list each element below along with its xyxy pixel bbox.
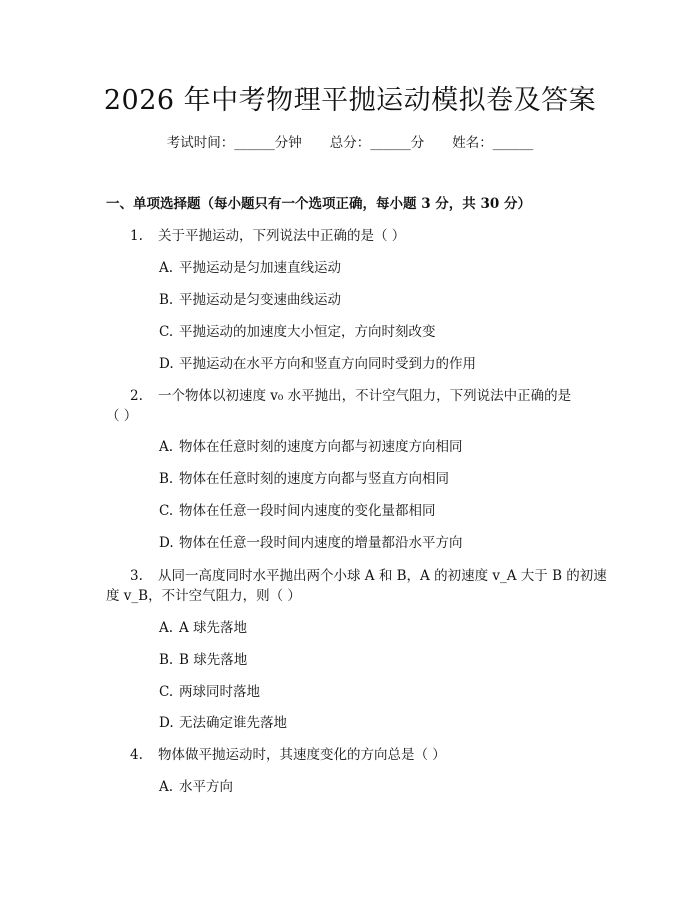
name-label: 姓名： <box>452 135 493 151</box>
question-4 <box>130 743 446 763</box>
question-text: 物体做平抛运动时，其速度变化的方向总是（ ） <box>158 747 446 763</box>
option-letter: A. <box>159 439 174 455</box>
question-number: 1. <box>130 228 143 244</box>
score-label: 总分： <box>329 135 371 151</box>
option-text: 两球同时落地 <box>179 684 260 700</box>
section-heading: 一、单项选择题（每小题只有一个选项正确，每小题 3 分，共 30 分） <box>106 196 531 212</box>
question-3-continuation: 度 v_B，不计空气阻力，则（ ） <box>106 588 301 604</box>
option-text: 物体在任意时刻的速度方向都与初速度方向相同 <box>179 439 463 455</box>
question-2-option-c <box>159 499 436 519</box>
option-text: 平抛运动的加速度大小恒定，方向时刻改变 <box>179 324 436 340</box>
question-text: 从同一高度同时水平抛出两个小球 A 和 B，A 的初速度 v_A 大于 B 的初速 <box>158 568 607 584</box>
question-text: 关于平抛运动，下列说法中正确的是（ ） <box>158 228 406 244</box>
time-blank: ______分钟 <box>234 135 302 151</box>
option-text: B 球先落地 <box>179 652 248 668</box>
score-blank: ______分 <box>370 135 425 151</box>
option-text: 无法确定谁先落地 <box>179 715 287 731</box>
option-letter: A. <box>159 779 174 795</box>
question-1-option-b <box>159 288 341 308</box>
option-letter: C. <box>159 684 174 700</box>
question-2 <box>130 384 571 404</box>
question-1 <box>130 224 405 244</box>
question-1-option-c <box>159 320 436 340</box>
option-letter: D. <box>159 535 174 551</box>
option-letter: B. <box>159 292 174 308</box>
question-2-option-b <box>159 467 449 487</box>
question-2-option-d <box>159 531 463 551</box>
question-3-option-b <box>159 648 247 668</box>
question-2-continuation: （ ） <box>106 408 138 424</box>
option-text: 物体在任意时刻的速度方向都与竖直方向相同 <box>179 471 449 487</box>
option-text: 平抛运动是匀变速曲线运动 <box>179 292 341 308</box>
option-letter: D. <box>159 715 174 731</box>
question-3-option-d <box>159 711 287 731</box>
option-letter: C. <box>159 503 174 519</box>
option-text: 物体在任意一段时间内速度的增量都沿水平方向 <box>179 535 463 551</box>
question-1-option-d <box>159 352 476 372</box>
option-letter: B. <box>159 471 174 487</box>
exam-info-line <box>0 131 700 151</box>
question-3-option-c <box>159 680 260 700</box>
question-4-option-a <box>159 775 233 795</box>
question-3-option-a <box>159 616 247 636</box>
question-2-option-a <box>159 435 463 455</box>
question-1-option-a <box>159 256 341 276</box>
name-blank: ______ <box>492 135 534 151</box>
option-text: 水平方向 <box>179 779 233 795</box>
time-label: 考试时间： <box>166 135 235 151</box>
option-letter: A. <box>159 260 174 276</box>
option-text: 物体在任意一段时间内速度的变化量都相同 <box>179 503 436 519</box>
option-letter: B. <box>159 652 174 668</box>
option-text: A 球先落地 <box>179 620 248 636</box>
option-letter: D. <box>159 356 174 372</box>
question-number: 2. <box>130 388 143 404</box>
option-letter: C. <box>159 324 174 340</box>
option-text: 平抛运动是匀加速直线运动 <box>179 260 341 276</box>
option-text: 平抛运动在水平方向和竖直方向同时受到力的作用 <box>179 356 476 372</box>
option-letter: A. <box>159 620 174 636</box>
question-number: 3. <box>130 568 143 584</box>
question-text: 一个物体以初速度 v₀ 水平抛出，不计空气阻力，下列说法中正确的是 <box>158 388 572 404</box>
page-title: 2026 年中考物理平抛运动模拟卷及答案 <box>103 85 597 116</box>
question-number: 4. <box>130 747 143 763</box>
question-3 <box>130 564 607 584</box>
